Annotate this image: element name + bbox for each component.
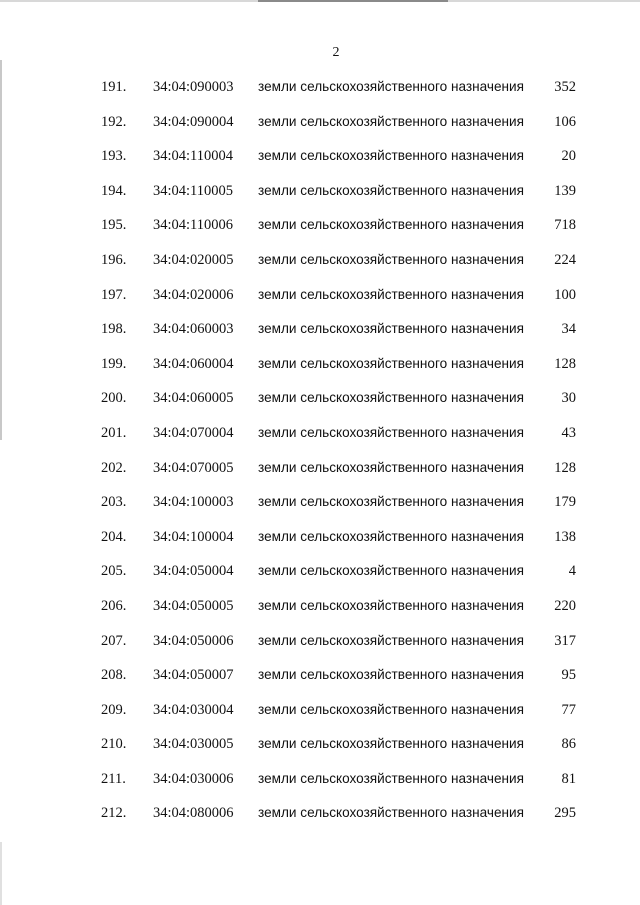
land-category: земли сельскохозяйственного назначения <box>258 217 524 233</box>
land-category: земли сельскохозяйственного назначения <box>258 632 524 648</box>
table-row <box>0 243 640 278</box>
table-row <box>0 589 640 624</box>
cadastral-number: 34:04:030004 <box>153 701 234 718</box>
area-value: 179 <box>554 494 576 511</box>
table-row <box>0 485 640 520</box>
table-row <box>0 624 640 659</box>
cadastral-number: 34:04:110004 <box>153 148 234 165</box>
land-category: земли сельскохозяйственного назначения <box>258 148 524 164</box>
cadastral-number: 34:04:070005 <box>153 459 234 476</box>
area-value: 106 <box>554 113 576 130</box>
area-value: 95 <box>561 667 576 684</box>
cadastral-number: 34:04:070004 <box>153 424 234 441</box>
cadastral-number: 34:04:060004 <box>153 355 234 372</box>
cadastral-number: 34:04:050005 <box>153 597 234 614</box>
table-row <box>0 381 640 416</box>
cadastral-number: 34:04:030005 <box>153 736 234 753</box>
row-number: 203. <box>101 494 127 511</box>
row-number: 207. <box>101 632 127 649</box>
row-number: 211. <box>101 770 126 787</box>
land-category: земли сельскохозяйственного назначения <box>258 528 524 544</box>
land-category: земли сельскохозяйственного назначения <box>258 563 524 579</box>
row-number: 197. <box>101 286 127 303</box>
cadastral-number: 34:04:110005 <box>153 182 234 199</box>
row-number: 208. <box>101 667 127 684</box>
table-row <box>0 347 640 382</box>
cadastral-number: 34:04:100003 <box>153 494 234 511</box>
land-category: земли сельскохозяйственного назначения <box>258 321 524 337</box>
area-value: 128 <box>554 355 576 372</box>
table-row <box>0 174 640 209</box>
land-category: земли сельскохозяйственного назначения <box>258 79 524 94</box>
row-number: 198. <box>101 321 127 338</box>
row-number: 204. <box>101 528 127 545</box>
area-value: 100 <box>554 286 576 303</box>
table-row <box>0 208 640 243</box>
area-value: 4 <box>568 563 576 580</box>
table-row <box>0 762 640 797</box>
row-number: 201. <box>101 424 127 441</box>
land-category: земли сельскохозяйственного назначения <box>258 390 524 406</box>
cadastral-number: 34:04:090003 <box>153 79 234 95</box>
cadastral-number: 34:04:050007 <box>153 667 234 684</box>
area-value: 138 <box>554 528 576 545</box>
row-number: 202. <box>101 459 127 476</box>
row-number: 195. <box>101 217 127 234</box>
area-value: 220 <box>554 597 576 614</box>
table-row <box>0 520 640 555</box>
table-row <box>0 658 640 693</box>
row-number: 210. <box>101 736 127 753</box>
land-category: земли сельскохозяйственного назначения <box>258 113 524 129</box>
row-number: 209. <box>101 701 127 718</box>
cadastral-number: 34:04:110006 <box>153 217 234 234</box>
area-value: 34 <box>561 321 576 338</box>
land-category: земли сельскохозяйственного назначения <box>258 182 524 198</box>
area-value: 317 <box>554 632 576 649</box>
row-number: 194. <box>101 182 127 199</box>
row-number: 192. <box>101 113 127 130</box>
cadastral-number: 34:04:030006 <box>153 770 234 787</box>
scan-mark <box>258 0 448 2</box>
land-category: земли сельскохозяйственного назначения <box>258 286 524 302</box>
area-value: 295 <box>554 805 576 822</box>
row-number: 212. <box>101 805 127 822</box>
area-value: 128 <box>554 459 576 476</box>
cadastral-number: 34:04:050006 <box>153 632 234 649</box>
land-category: земли сельскохозяйственного назначения <box>258 251 524 267</box>
area-value: 718 <box>554 217 576 234</box>
cadastral-number: 34:04:090004 <box>153 113 234 130</box>
row-number: 199. <box>101 355 127 372</box>
area-value: 224 <box>554 251 576 268</box>
area-value: 20 <box>561 148 576 165</box>
area-value: 81 <box>561 770 576 787</box>
area-value: 77 <box>561 701 576 718</box>
table-row <box>0 451 640 486</box>
cadastral-number: 34:04:020005 <box>153 251 234 268</box>
land-category: земли сельскохозяйственного назначения <box>258 736 524 752</box>
cadastral-number: 34:04:080006 <box>153 805 234 822</box>
table-row <box>0 312 640 347</box>
area-value: 30 <box>561 390 576 407</box>
land-category: земли сельскохозяйственного назначения <box>258 424 524 440</box>
table-row <box>0 278 640 313</box>
table-row <box>0 693 640 728</box>
area-value: 86 <box>561 736 576 753</box>
area-value: 43 <box>561 424 576 441</box>
cadastral-number: 34:04:100004 <box>153 528 234 545</box>
land-category: земли сельскохозяйственного назначения <box>258 805 524 821</box>
area-value: 139 <box>554 182 576 199</box>
row-number: 206. <box>101 597 127 614</box>
scan-edge-left-lower <box>0 842 2 905</box>
table-row <box>0 105 640 140</box>
row-number: 196. <box>101 251 127 268</box>
cadastral-number: 34:04:050004 <box>153 563 234 580</box>
row-number: 205. <box>101 563 127 580</box>
table-row <box>0 139 640 174</box>
land-category: земли сельскохозяйственного назначения <box>258 459 524 475</box>
table-row <box>0 416 640 451</box>
table-row <box>0 70 640 105</box>
table-row <box>0 727 640 762</box>
row-number: 193. <box>101 148 127 165</box>
row-number: 200. <box>101 390 127 407</box>
cadastral-number: 34:04:020006 <box>153 286 234 303</box>
land-category: земли сельскохозяйственного назначения <box>258 770 524 786</box>
cadastral-number: 34:04:060003 <box>153 321 234 338</box>
land-category: земли сельскохозяйственного назначения <box>258 701 524 717</box>
table-row <box>0 554 640 589</box>
land-plot-list <box>0 70 640 831</box>
table-row <box>0 796 640 831</box>
area-value: 352 <box>554 79 576 95</box>
land-category: земли сельскохозяйственного назначения <box>258 494 524 510</box>
land-category: земли сельскохозяйственного назначения <box>258 355 524 371</box>
row-number: 191. <box>101 79 127 95</box>
land-category: земли сельскохозяйственного назначения <box>258 597 524 613</box>
land-category: земли сельскохозяйственного назначения <box>258 667 524 683</box>
page-number: 2 <box>332 45 340 60</box>
cadastral-number: 34:04:060005 <box>153 390 234 407</box>
